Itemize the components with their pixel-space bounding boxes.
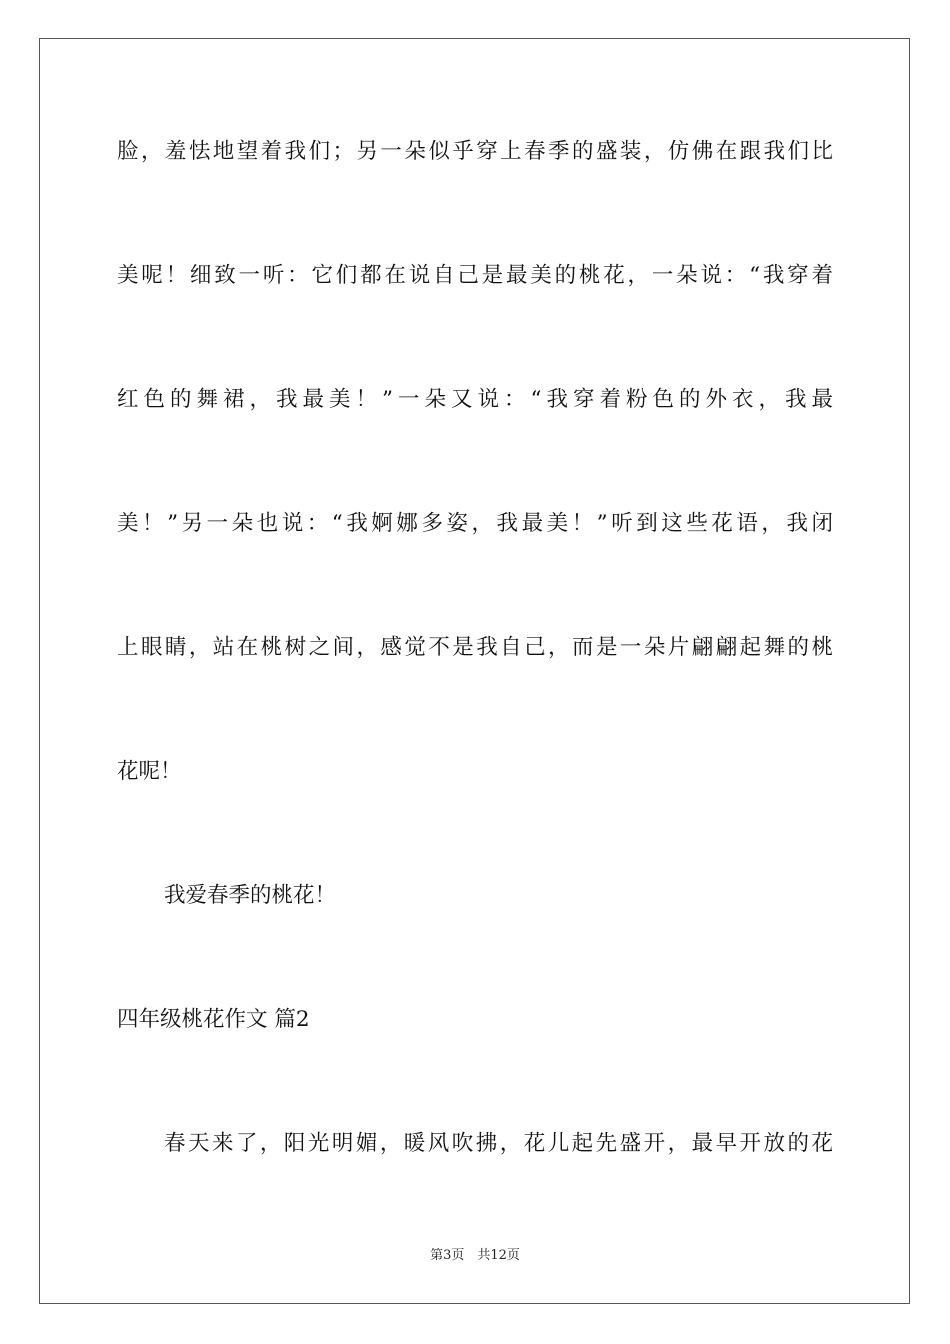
closing-sentence: 我爱春季的桃花！ [164,883,337,908]
body-text-line: 美呢！细致一听：它们都在说自己是最美的桃花，一朵说：“我穿着 [117,263,833,288]
page-border [39,38,910,1304]
paragraph-first-line: 春天来了，阳光明媚，暖风吹拂，花儿起先盛开，最早开放的花 [164,1131,833,1156]
body-text-line: 上眼睛，站在桃树之间，感觉不是我自己，而是一朵片翩翩起舞的桃 [117,635,833,660]
body-text-line: 红色的舞裙，我最美！”一朵又说：“我穿着粉色的外衣，我最 [117,387,833,412]
body-text-line: 美！”另一朵也说：“我婀娜多姿，我最美！”听到这些花语，我闭 [117,511,833,536]
section-heading: 四年级桃花作文 篇2 [117,1007,310,1032]
page-number: 第3页 共12页 [430,1248,520,1263]
body-text-line: 脸，羞怯地望着我们；另一朵似乎穿上春季的盛装，仿佛在跟我们比 [117,139,833,164]
body-text-line: 花呢！ [117,759,182,784]
